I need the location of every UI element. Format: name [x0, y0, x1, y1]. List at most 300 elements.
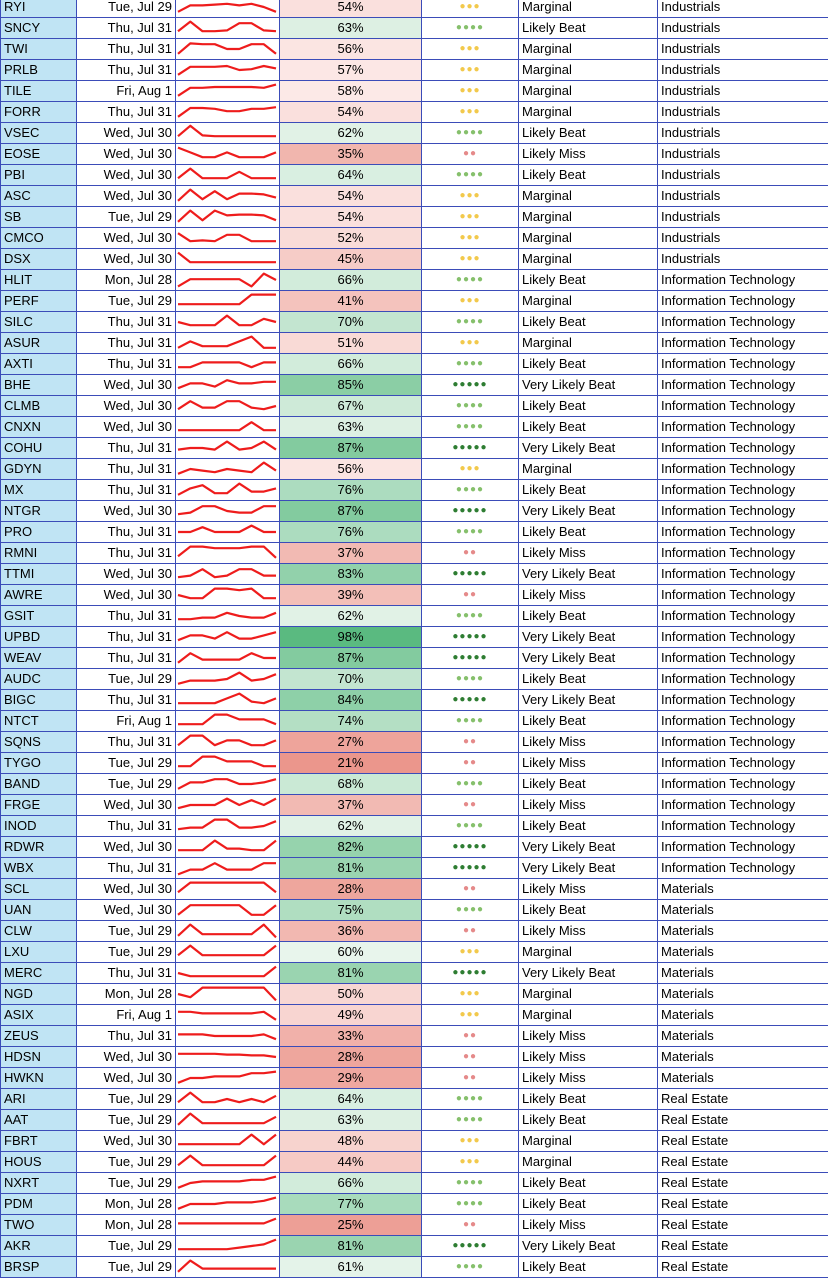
beat-probability-cell[interactable] [280, 165, 422, 186]
beat-probability-cell[interactable] [280, 837, 422, 858]
earnings-date-cell[interactable]: Tue, Jul 29 [77, 774, 176, 795]
ticker-cell[interactable]: AUDC [1, 669, 77, 690]
beat-probability-cell[interactable] [280, 459, 422, 480]
table-row[interactable] [1, 837, 828, 858]
sparkline-cell[interactable] [176, 501, 280, 522]
table-row[interactable] [1, 816, 828, 837]
sparkline-cell[interactable] [176, 1194, 280, 1215]
sector-cell[interactable]: Information Technology [658, 270, 828, 291]
prediction-label-cell[interactable]: Marginal [519, 81, 658, 102]
earnings-date-cell[interactable]: Thu, Jul 31 [77, 459, 176, 480]
table-row[interactable] [1, 291, 828, 312]
earnings-date-cell[interactable]: Wed, Jul 30 [77, 123, 176, 144]
earnings-date-cell[interactable]: Thu, Jul 31 [77, 312, 176, 333]
prediction-label-cell[interactable]: Likely Miss [519, 1068, 658, 1089]
ticker-cell[interactable]: WBX [1, 858, 77, 879]
sparkline-cell[interactable] [176, 81, 280, 102]
prediction-label-cell[interactable]: Very Likely Beat [519, 564, 658, 585]
sparkline-cell[interactable] [176, 1236, 280, 1257]
prediction-label-cell[interactable]: Marginal [519, 207, 658, 228]
rating-dots-cell[interactable] [422, 207, 519, 228]
table-row[interactable] [1, 585, 828, 606]
sparkline-cell[interactable] [176, 18, 280, 39]
sparkline-cell[interactable] [176, 564, 280, 585]
ticker-cell[interactable]: NXRT [1, 1173, 77, 1194]
prediction-label-cell[interactable]: Very Likely Beat [519, 627, 658, 648]
prediction-label-cell[interactable]: Likely Beat [519, 165, 658, 186]
rating-dots-cell[interactable] [422, 60, 519, 81]
earnings-date-cell[interactable]: Thu, Jul 31 [77, 627, 176, 648]
earnings-date-cell[interactable]: Wed, Jul 30 [77, 564, 176, 585]
beat-probability-cell[interactable] [280, 1047, 422, 1068]
sector-cell[interactable]: Real Estate [658, 1215, 828, 1236]
prediction-label-cell[interactable]: Very Likely Beat [519, 837, 658, 858]
ticker-cell[interactable]: SCL [1, 879, 77, 900]
table-row[interactable] [1, 144, 828, 165]
beat-probability-cell[interactable] [280, 1110, 422, 1131]
prediction-label-cell[interactable]: Marginal [519, 1152, 658, 1173]
sector-cell[interactable]: Industrials [658, 249, 828, 270]
beat-probability-cell[interactable] [280, 1089, 422, 1110]
beat-probability-cell[interactable] [280, 123, 422, 144]
ticker-cell[interactable]: TYGO [1, 753, 77, 774]
earnings-date-cell[interactable]: Thu, Jul 31 [77, 333, 176, 354]
prediction-label-cell[interactable]: Likely Miss [519, 543, 658, 564]
table-row[interactable] [1, 648, 828, 669]
prediction-label-cell[interactable]: Likely Beat [519, 417, 658, 438]
earnings-date-cell[interactable]: Thu, Jul 31 [77, 858, 176, 879]
rating-dots-cell[interactable] [422, 1026, 519, 1047]
beat-probability-cell[interactable] [280, 39, 422, 60]
beat-probability-cell[interactable] [280, 1236, 422, 1257]
prediction-label-cell[interactable]: Marginal [519, 102, 658, 123]
prediction-label-cell[interactable]: Likely Beat [519, 123, 658, 144]
earnings-date-cell[interactable]: Tue, Jul 29 [77, 921, 176, 942]
table-row[interactable] [1, 39, 828, 60]
sector-cell[interactable]: Information Technology [658, 711, 828, 732]
sector-cell[interactable]: Information Technology [658, 837, 828, 858]
beat-probability-cell[interactable] [280, 186, 422, 207]
rating-dots-cell[interactable] [422, 1236, 519, 1257]
sparkline-cell[interactable] [176, 186, 280, 207]
sector-cell[interactable]: Industrials [658, 186, 828, 207]
earnings-date-cell[interactable]: Wed, Jul 30 [77, 585, 176, 606]
earnings-date-cell[interactable]: Thu, Jul 31 [77, 648, 176, 669]
sector-cell[interactable]: Materials [658, 1026, 828, 1047]
ticker-cell[interactable]: ASC [1, 186, 77, 207]
ticker-cell[interactable]: ASIX [1, 1005, 77, 1026]
sector-cell[interactable]: Information Technology [658, 417, 828, 438]
sector-cell[interactable]: Information Technology [658, 333, 828, 354]
rating-dots-cell[interactable] [422, 942, 519, 963]
ticker-cell[interactable]: WEAV [1, 648, 77, 669]
ticker-cell[interactable]: NTGR [1, 501, 77, 522]
ticker-cell[interactable]: MERC [1, 963, 77, 984]
ticker-cell[interactable]: CNXN [1, 417, 77, 438]
earnings-date-cell[interactable]: Wed, Jul 30 [77, 1068, 176, 1089]
rating-dots-cell[interactable] [422, 1068, 519, 1089]
rating-dots-cell[interactable] [422, 543, 519, 564]
sparkline-cell[interactable] [176, 774, 280, 795]
sector-cell[interactable]: Materials [658, 879, 828, 900]
ticker-cell[interactable]: EOSE [1, 144, 77, 165]
prediction-label-cell[interactable]: Likely Miss [519, 1047, 658, 1068]
rating-dots-cell[interactable] [422, 375, 519, 396]
table-row[interactable] [1, 753, 828, 774]
sparkline-cell[interactable] [176, 984, 280, 1005]
sparkline-cell[interactable] [176, 354, 280, 375]
table-row[interactable] [1, 354, 828, 375]
earnings-date-cell[interactable]: Thu, Jul 31 [77, 438, 176, 459]
prediction-label-cell[interactable]: Marginal [519, 942, 658, 963]
earnings-date-cell[interactable]: Wed, Jul 30 [77, 795, 176, 816]
sparkline-cell[interactable] [176, 438, 280, 459]
rating-dots-cell[interactable] [422, 396, 519, 417]
sparkline-cell[interactable] [176, 270, 280, 291]
sector-cell[interactable]: Information Technology [658, 480, 828, 501]
sector-cell[interactable]: Information Technology [658, 396, 828, 417]
table-row[interactable] [1, 228, 828, 249]
sector-cell[interactable]: Materials [658, 984, 828, 1005]
beat-probability-cell[interactable] [280, 543, 422, 564]
prediction-label-cell[interactable]: Likely Beat [519, 816, 658, 837]
sector-cell[interactable]: Industrials [658, 18, 828, 39]
prediction-label-cell[interactable]: Marginal [519, 39, 658, 60]
rating-dots-cell[interactable] [422, 1047, 519, 1068]
prediction-label-cell[interactable]: Likely Miss [519, 144, 658, 165]
ticker-cell[interactable]: NTCT [1, 711, 77, 732]
table-row[interactable] [1, 102, 828, 123]
sparkline-cell[interactable] [176, 291, 280, 312]
beat-probability-cell[interactable] [280, 375, 422, 396]
rating-dots-cell[interactable] [422, 186, 519, 207]
table-row[interactable] [1, 669, 828, 690]
beat-probability-cell[interactable] [280, 501, 422, 522]
rating-dots-cell[interactable] [422, 648, 519, 669]
prediction-label-cell[interactable]: Very Likely Beat [519, 1236, 658, 1257]
rating-dots-cell[interactable] [422, 123, 519, 144]
rating-dots-cell[interactable] [422, 1152, 519, 1173]
sparkline-cell[interactable] [176, 711, 280, 732]
sparkline-cell[interactable] [176, 165, 280, 186]
table-row[interactable] [1, 795, 828, 816]
earnings-date-cell[interactable]: Tue, Jul 29 [77, 291, 176, 312]
prediction-label-cell[interactable]: Marginal [519, 1005, 658, 1026]
sparkline-cell[interactable] [176, 795, 280, 816]
earnings-date-cell[interactable]: Tue, Jul 29 [77, 207, 176, 228]
prediction-label-cell[interactable]: Marginal [519, 60, 658, 81]
ticker-cell[interactable]: RDWR [1, 837, 77, 858]
beat-probability-cell[interactable] [280, 564, 422, 585]
ticker-cell[interactable]: ZEUS [1, 1026, 77, 1047]
ticker-cell[interactable]: SNCY [1, 18, 77, 39]
prediction-label-cell[interactable]: Very Likely Beat [519, 648, 658, 669]
ticker-cell[interactable]: PRO [1, 522, 77, 543]
earnings-date-cell[interactable]: Wed, Jul 30 [77, 228, 176, 249]
ticker-cell[interactable]: ARI [1, 1089, 77, 1110]
prediction-label-cell[interactable]: Marginal [519, 333, 658, 354]
ticker-cell[interactable]: ASUR [1, 333, 77, 354]
sparkline-cell[interactable] [176, 480, 280, 501]
table-row[interactable] [1, 900, 828, 921]
sparkline-cell[interactable] [176, 459, 280, 480]
beat-probability-cell[interactable] [280, 438, 422, 459]
rating-dots-cell[interactable] [422, 1215, 519, 1236]
ticker-cell[interactable]: HOUS [1, 1152, 77, 1173]
earnings-date-cell[interactable]: Thu, Jul 31 [77, 480, 176, 501]
sector-cell[interactable]: Materials [658, 900, 828, 921]
rating-dots-cell[interactable] [422, 606, 519, 627]
table-row[interactable] [1, 438, 828, 459]
ticker-cell[interactable]: GSIT [1, 606, 77, 627]
rating-dots-cell[interactable] [422, 858, 519, 879]
ticker-cell[interactable]: BHE [1, 375, 77, 396]
sparkline-cell[interactable] [176, 585, 280, 606]
table-row[interactable] [1, 774, 828, 795]
prediction-label-cell[interactable]: Likely Beat [519, 711, 658, 732]
sector-cell[interactable]: Information Technology [658, 732, 828, 753]
beat-probability-cell[interactable] [280, 249, 422, 270]
sector-cell[interactable]: Information Technology [658, 669, 828, 690]
earnings-date-cell[interactable]: Wed, Jul 30 [77, 396, 176, 417]
beat-probability-cell[interactable] [280, 753, 422, 774]
sector-cell[interactable]: Materials [658, 1005, 828, 1026]
ticker-cell[interactable]: UAN [1, 900, 77, 921]
rating-dots-cell[interactable] [422, 417, 519, 438]
sparkline-cell[interactable] [176, 102, 280, 123]
ticker-cell[interactable]: AWRE [1, 585, 77, 606]
table-row[interactable] [1, 690, 828, 711]
beat-probability-cell[interactable] [280, 333, 422, 354]
prediction-label-cell[interactable]: Likely Beat [519, 18, 658, 39]
sparkline-cell[interactable] [176, 333, 280, 354]
rating-dots-cell[interactable] [422, 459, 519, 480]
table-row[interactable] [1, 984, 828, 1005]
beat-probability-cell[interactable] [280, 270, 422, 291]
sector-cell[interactable]: Materials [658, 921, 828, 942]
beat-probability-cell[interactable] [280, 81, 422, 102]
beat-probability-cell[interactable] [280, 1152, 422, 1173]
earnings-date-cell[interactable]: Thu, Jul 31 [77, 816, 176, 837]
prediction-label-cell[interactable]: Marginal [519, 459, 658, 480]
sparkline-cell[interactable] [176, 396, 280, 417]
ticker-cell[interactable]: AAT [1, 1110, 77, 1131]
beat-probability-cell[interactable] [280, 18, 422, 39]
beat-probability-cell[interactable] [280, 648, 422, 669]
earnings-date-cell[interactable]: Tue, Jul 29 [77, 1152, 176, 1173]
beat-probability-cell[interactable] [280, 1215, 422, 1236]
sector-cell[interactable]: Materials [658, 1047, 828, 1068]
prediction-label-cell[interactable]: Likely Beat [519, 1173, 658, 1194]
prediction-label-cell[interactable]: Likely Beat [519, 1194, 658, 1215]
earnings-date-cell[interactable]: Thu, Jul 31 [77, 732, 176, 753]
sparkline-cell[interactable] [176, 900, 280, 921]
sector-cell[interactable]: Industrials [658, 123, 828, 144]
table-row[interactable] [1, 333, 828, 354]
prediction-label-cell[interactable]: Marginal [519, 249, 658, 270]
ticker-cell[interactable]: AKR [1, 1236, 77, 1257]
beat-probability-cell[interactable] [280, 417, 422, 438]
table-row[interactable] [1, 1026, 828, 1047]
sparkline-cell[interactable] [176, 816, 280, 837]
sector-cell[interactable]: Real Estate [658, 1110, 828, 1131]
ticker-cell[interactable]: HDSN [1, 1047, 77, 1068]
sparkline-cell[interactable] [176, 123, 280, 144]
table-row[interactable] [1, 732, 828, 753]
sparkline-cell[interactable] [176, 417, 280, 438]
earnings-date-cell[interactable]: Mon, Jul 28 [77, 1194, 176, 1215]
sector-cell[interactable]: Industrials [658, 0, 828, 18]
rating-dots-cell[interactable] [422, 1005, 519, 1026]
table-row[interactable] [1, 18, 828, 39]
sparkline-cell[interactable] [176, 606, 280, 627]
table-row[interactable] [1, 396, 828, 417]
rating-dots-cell[interactable] [422, 480, 519, 501]
ticker-cell[interactable]: MX [1, 480, 77, 501]
beat-probability-cell[interactable] [280, 858, 422, 879]
rating-dots-cell[interactable] [422, 963, 519, 984]
sector-cell[interactable]: Information Technology [658, 354, 828, 375]
rating-dots-cell[interactable] [422, 564, 519, 585]
sparkline-cell[interactable] [176, 0, 280, 18]
rating-dots-cell[interactable] [422, 627, 519, 648]
ticker-cell[interactable]: AXTI [1, 354, 77, 375]
rating-dots-cell[interactable] [422, 354, 519, 375]
earnings-date-cell[interactable]: Tue, Jul 29 [77, 1089, 176, 1110]
earnings-date-cell[interactable]: Tue, Jul 29 [77, 669, 176, 690]
sparkline-cell[interactable] [176, 837, 280, 858]
beat-probability-cell[interactable] [280, 102, 422, 123]
sparkline-cell[interactable] [176, 543, 280, 564]
beat-probability-cell[interactable] [280, 522, 422, 543]
beat-probability-cell[interactable] [280, 1131, 422, 1152]
beat-probability-cell[interactable] [280, 144, 422, 165]
sector-cell[interactable]: Real Estate [658, 1194, 828, 1215]
earnings-date-cell[interactable]: Tue, Jul 29 [77, 1110, 176, 1131]
rating-dots-cell[interactable] [422, 1173, 519, 1194]
sparkline-cell[interactable] [176, 942, 280, 963]
earnings-date-cell[interactable]: Tue, Jul 29 [77, 942, 176, 963]
rating-dots-cell[interactable] [422, 585, 519, 606]
earnings-date-cell[interactable]: Fri, Aug 1 [77, 1005, 176, 1026]
sector-cell[interactable]: Industrials [658, 144, 828, 165]
sparkline-cell[interactable] [176, 1173, 280, 1194]
beat-probability-cell[interactable] [280, 711, 422, 732]
ticker-cell[interactable]: PERF [1, 291, 77, 312]
beat-probability-cell[interactable] [280, 480, 422, 501]
rating-dots-cell[interactable] [422, 270, 519, 291]
sector-cell[interactable]: Real Estate [658, 1089, 828, 1110]
rating-dots-cell[interactable] [422, 0, 519, 18]
sector-cell[interactable]: Industrials [658, 165, 828, 186]
sector-cell[interactable]: Information Technology [658, 543, 828, 564]
sector-cell[interactable]: Information Technology [658, 690, 828, 711]
ticker-cell[interactable]: DSX [1, 249, 77, 270]
earnings-date-cell[interactable]: Fri, Aug 1 [77, 711, 176, 732]
earnings-date-cell[interactable]: Thu, Jul 31 [77, 39, 176, 60]
sector-cell[interactable]: Industrials [658, 207, 828, 228]
sector-cell[interactable]: Information Technology [658, 816, 828, 837]
sparkline-cell[interactable] [176, 249, 280, 270]
ticker-cell[interactable]: RYI [1, 0, 77, 18]
beat-probability-cell[interactable] [280, 690, 422, 711]
table-row[interactable] [1, 60, 828, 81]
ticker-cell[interactable]: LXU [1, 942, 77, 963]
sector-cell[interactable]: Information Technology [658, 627, 828, 648]
table-row[interactable] [1, 1215, 828, 1236]
beat-probability-cell[interactable] [280, 795, 422, 816]
table-row[interactable] [1, 165, 828, 186]
beat-probability-cell[interactable] [280, 921, 422, 942]
sector-cell[interactable]: Real Estate [658, 1236, 828, 1257]
ticker-cell[interactable]: SILC [1, 312, 77, 333]
earnings-date-cell[interactable]: Wed, Jul 30 [77, 417, 176, 438]
sparkline-cell[interactable] [176, 1068, 280, 1089]
table-row[interactable] [1, 207, 828, 228]
earnings-date-cell[interactable]: Wed, Jul 30 [77, 375, 176, 396]
sector-cell[interactable]: Information Technology [658, 585, 828, 606]
rating-dots-cell[interactable] [422, 291, 519, 312]
table-row[interactable] [1, 879, 828, 900]
prediction-label-cell[interactable]: Likely Miss [519, 795, 658, 816]
rating-dots-cell[interactable] [422, 669, 519, 690]
earnings-date-cell[interactable]: Thu, Jul 31 [77, 606, 176, 627]
table-row[interactable] [1, 375, 828, 396]
rating-dots-cell[interactable] [422, 39, 519, 60]
prediction-label-cell[interactable]: Very Likely Beat [519, 963, 658, 984]
beat-probability-cell[interactable] [280, 1173, 422, 1194]
table-row[interactable] [1, 1068, 828, 1089]
prediction-label-cell[interactable]: Likely Beat [519, 900, 658, 921]
ticker-cell[interactable]: TWO [1, 1215, 77, 1236]
table-row[interactable] [1, 501, 828, 522]
sparkline-cell[interactable] [176, 1089, 280, 1110]
prediction-label-cell[interactable]: Marginal [519, 186, 658, 207]
prediction-label-cell[interactable]: Very Likely Beat [519, 375, 658, 396]
beat-probability-cell[interactable] [280, 627, 422, 648]
rating-dots-cell[interactable] [422, 879, 519, 900]
sparkline-cell[interactable] [176, 690, 280, 711]
sparkline-cell[interactable] [176, 627, 280, 648]
earnings-date-cell[interactable]: Thu, Jul 31 [77, 522, 176, 543]
table-row[interactable] [1, 921, 828, 942]
ticker-cell[interactable]: CMCO [1, 228, 77, 249]
rating-dots-cell[interactable] [422, 102, 519, 123]
sparkline-cell[interactable] [176, 1152, 280, 1173]
rating-dots-cell[interactable] [422, 795, 519, 816]
rating-dots-cell[interactable] [422, 438, 519, 459]
prediction-label-cell[interactable]: Likely Miss [519, 753, 658, 774]
table-row[interactable] [1, 459, 828, 480]
earnings-date-cell[interactable]: Wed, Jul 30 [77, 1047, 176, 1068]
beat-probability-cell[interactable] [280, 396, 422, 417]
sector-cell[interactable]: Information Technology [658, 291, 828, 312]
rating-dots-cell[interactable] [422, 1110, 519, 1131]
ticker-cell[interactable]: UPBD [1, 627, 77, 648]
beat-probability-cell[interactable] [280, 816, 422, 837]
beat-probability-cell[interactable] [280, 1005, 422, 1026]
table-row[interactable] [1, 1236, 828, 1257]
rating-dots-cell[interactable] [422, 690, 519, 711]
beat-probability-cell[interactable] [280, 0, 422, 18]
earnings-date-cell[interactable]: Wed, Jul 30 [77, 1131, 176, 1152]
beat-probability-cell[interactable] [280, 984, 422, 1005]
beat-probability-cell[interactable] [280, 60, 422, 81]
ticker-cell[interactable]: HLIT [1, 270, 77, 291]
earnings-date-cell[interactable]: Tue, Jul 29 [77, 1257, 176, 1278]
prediction-label-cell[interactable]: Likely Miss [519, 585, 658, 606]
prediction-label-cell[interactable]: Very Likely Beat [519, 858, 658, 879]
